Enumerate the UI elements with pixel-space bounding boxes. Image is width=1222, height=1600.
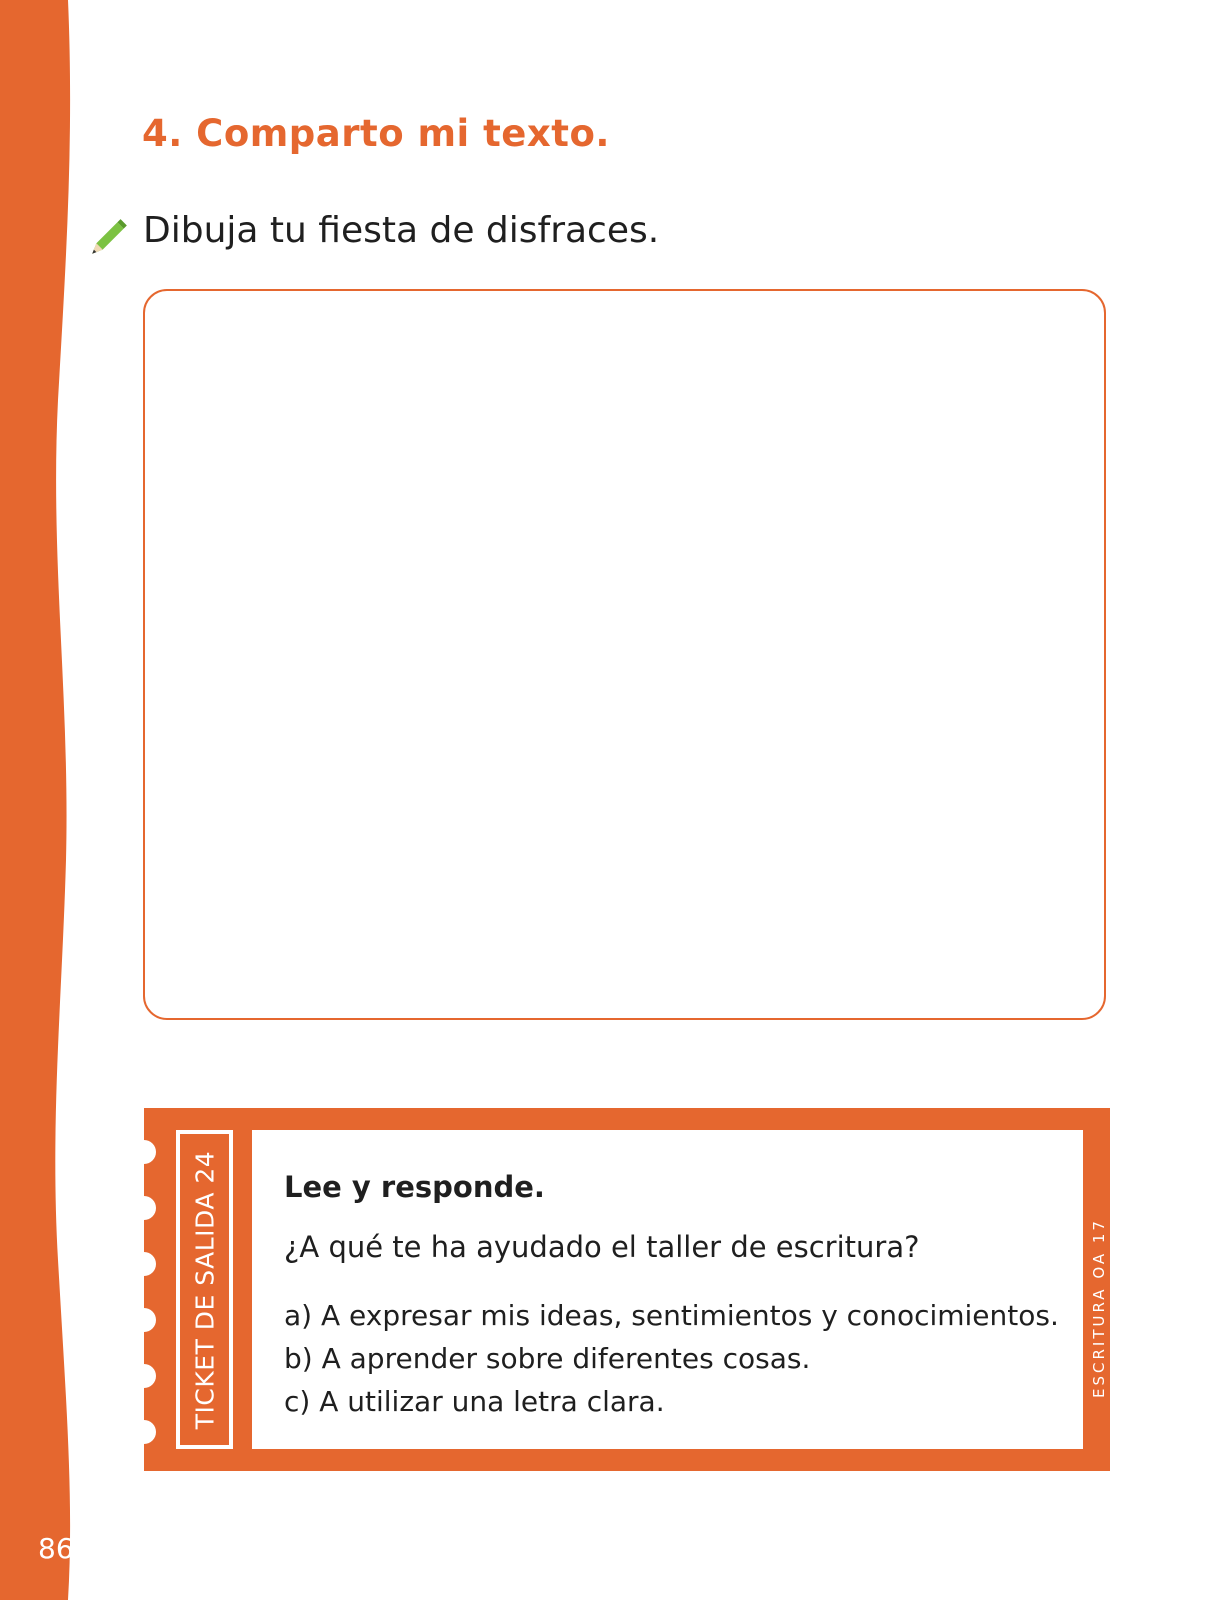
ticket-label-frame	[176, 1130, 233, 1449]
ticket-notch	[132, 1140, 156, 1164]
ticket-prompt: Lee y responde.	[284, 1170, 545, 1204]
ticket-option-a[interactable]: a) A expresar mis ideas, sentimientos y conocimientos.	[284, 1299, 1059, 1332]
ticket-card	[252, 1130, 1083, 1449]
ticket-option-c[interactable]: c) A utilizar una letra clara.	[284, 1385, 665, 1418]
ticket-label: TICKET DE SALIDA 24	[190, 1150, 219, 1429]
ticket-notch	[132, 1308, 156, 1332]
ticket-question: ¿A qué te ha ayudado el taller de escritura?	[284, 1230, 920, 1264]
ticket-notch	[132, 1420, 156, 1444]
ticket-option-b[interactable]: b) A aprender sobre diferentes cosas.	[284, 1342, 811, 1375]
ticket-notch	[132, 1196, 156, 1220]
ticket-side-tag: ESCRITURA OA 17	[1090, 1218, 1108, 1398]
pencil-icon	[88, 216, 130, 258]
instruction-text: Dibuja tu fiesta de disfraces.	[143, 210, 660, 251]
page-number: 86	[38, 1532, 74, 1565]
exit-ticket	[144, 1108, 1110, 1471]
section-heading: 4. Comparto mi texto.	[142, 112, 610, 155]
drawing-area[interactable]	[143, 289, 1106, 1020]
ticket-options	[284, 1294, 1059, 1423]
ticket-notch	[132, 1364, 156, 1388]
ticket-notch	[132, 1252, 156, 1276]
